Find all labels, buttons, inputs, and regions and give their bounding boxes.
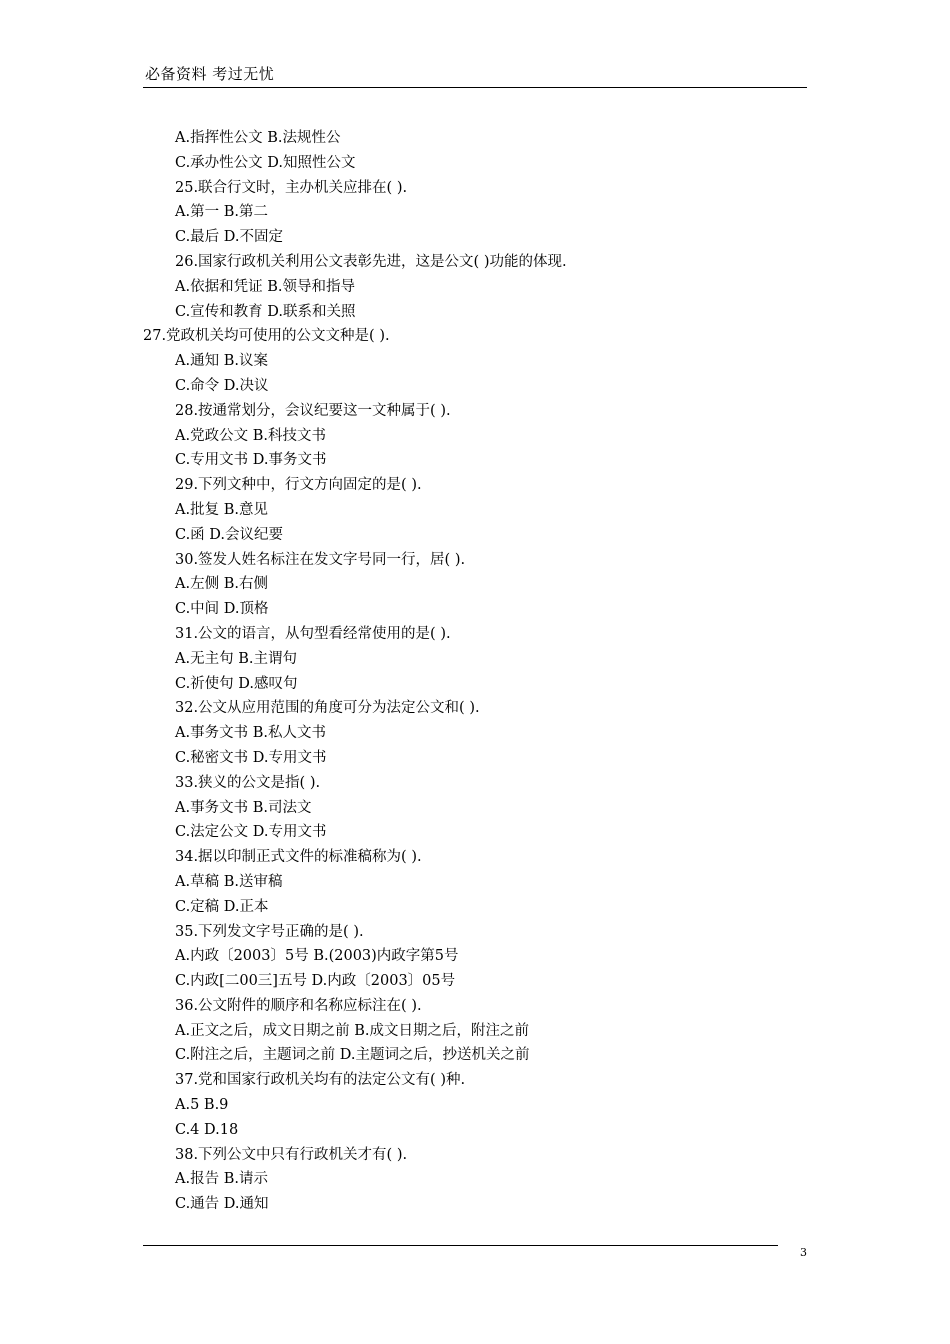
option-line: C.法定公文 D.专用文书 [175,824,327,841]
option-line: C.承办性公文 D.知照性公文 [175,154,356,171]
page-header: 必备资料 考过无忧 [145,65,275,83]
option-line: C.函 D.会议纪要 [175,526,284,543]
option-line: C.命令 D.决议 [175,377,269,394]
option-line: A.依据和凭证 B.领导和指导 [175,278,355,295]
question-line: 31.公文的语言，从句型看经常使用的是( ). [175,625,451,642]
question-line: 38.下列公文中只有行政机关才有( ). [175,1146,408,1163]
option-line: C.祈使句 D.感叹句 [175,675,298,692]
document-body [143,126,815,1217]
header-rule [143,87,807,88]
option-line: A.批复 B.意见 [175,501,268,518]
option-line: A.正文之后，成文日期之前 B.成文日期之后，附注之前 [175,1022,529,1039]
question-line: 36.公文附件的顺序和名称应标注在( ). [175,997,422,1014]
question-line: 32.公文从应用范围的角度可分为法定公文和( ). [175,700,480,717]
option-line: A.事务文书 B.私人文书 [175,725,326,742]
question-line: 27.党政机关均可使用的公文文种是( ). [143,328,390,345]
option-line: C.最后 D.不固定 [175,229,284,246]
option-line: C.专用文书 D.事务文书 [175,452,327,469]
option-line: C.附注之后，主题词之前 D.主题词之后，抄送机关之前 [175,1047,530,1064]
question-line: 33.狭义的公文是指( ). [175,774,321,791]
option-line: A.内政〔2003〕5号 B.(2003)内政字第5号 [175,948,459,965]
option-line: A.党政公文 B.科技文书 [175,427,326,444]
option-line: C.定稿 D.正本 [175,898,269,915]
option-line: C.秘密文书 D.专用文书 [175,749,327,766]
option-line: A.5 B.9 [175,1097,229,1114]
option-line: C.内政[二00三]五号 D.内政〔2003〕05号 [175,973,456,990]
option-line: A.报告 B.请示 [175,1171,268,1188]
option-line: A.草稿 B.送审稿 [175,873,283,890]
question-line: 35.下列发文字号正确的是( ). [175,923,364,940]
option-line: A.无主句 B.主谓句 [175,650,297,667]
question-line: 34.据以印制正式文件的标准稿称为( ). [175,849,422,866]
option-line: A.通知 B.议案 [175,353,268,370]
option-line: C.中间 D.顶格 [175,601,269,618]
question-line: 29.下列文种中，行文方向固定的是( ). [175,477,422,494]
option-line: A.指挥性公文 B.法规性公 [175,130,341,146]
option-line: A.第一 B.第二 [175,204,268,221]
page-number: 3 [800,1246,807,1259]
question-line: 30.签发人姓名标注在发文字号同一行，居( ). [175,551,466,568]
option-line: C.4 D.18 [175,1121,239,1138]
question-line: 26.国家行政机关利用公文表彰先进，这是公文( )功能的体现. [175,253,567,270]
option-line: A.事务文书 B.司法文 [175,799,312,816]
question-line: 28.按通常划分，会议纪要这一文种属于( ). [175,402,451,419]
option-line: A.左侧 B.右侧 [175,576,268,593]
option-line: C.通告 D.通知 [175,1196,269,1213]
question-line: 25.联合行文时，主办机关应排在( ). [175,179,408,196]
footer-rule [143,1245,778,1246]
option-line: C.宣传和教育 D.联系和关照 [175,303,356,320]
question-line: 37.党和国家行政机关均有的法定公文有( )种. [175,1072,466,1089]
